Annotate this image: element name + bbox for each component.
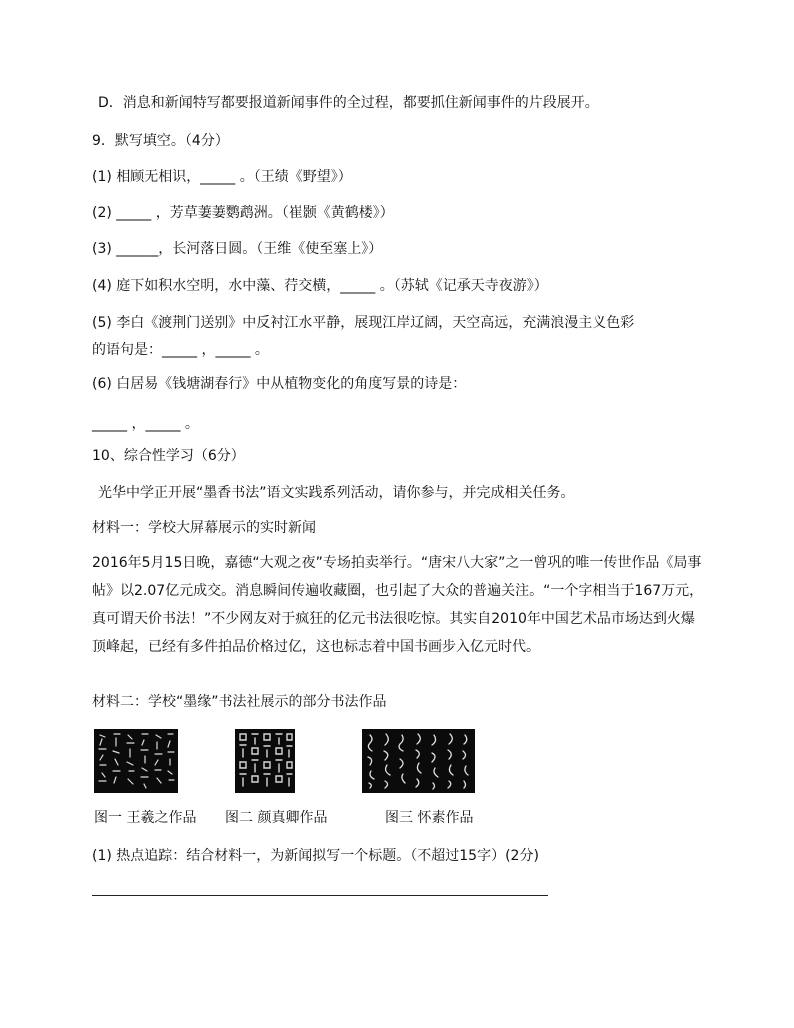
- question-9-item-5-line-1: (5) 李白《渡荆门送别》中反衬江水平静，展现江岸辽阔，天空高远，充满浪漫主义色彩: [92, 315, 635, 331]
- calligraphy-image-wang-xizhi: [94, 729, 178, 793]
- question-9-item-6-line-1: (6) 白居易《钱塘湖春行》中从植物变化的角度写景的诗是：: [92, 376, 467, 392]
- question-9-item-5-line-2: 的语句是：_____ ，_____ 。: [92, 342, 269, 358]
- question-9-item-3: (3) ______，长河落日圆。（王维《使至塞上》）: [92, 241, 383, 257]
- question-9-item-6-line-2: _____ ，_____ 。: [92, 416, 199, 432]
- material-2-title: 材料二：学校“墨缘”书法社展示的部分书法作品: [92, 694, 387, 710]
- question-9-item-2: (2) _____ ，芳草萋萋鹦鹉洲。（崔颢《黄鹤楼》）: [92, 205, 394, 221]
- calligraphy-image-huai-su: [362, 729, 475, 793]
- question-10-item-1: (1) 热点追踪：结合材料一，为新闻拟写一个标题。（不超过15字）(2分): [92, 848, 539, 864]
- figure-caption-3: 图三 怀素作品: [385, 810, 474, 826]
- question-9-heading: 9．默写填空。（4分）: [92, 133, 229, 149]
- answer-line: [92, 895, 548, 896]
- figure-caption-1: 图一 王羲之作品: [94, 810, 197, 826]
- question-9-item-4: (4) 庭下如积水空明，水中藻、荇交横，_____ 。（苏轼《记承天寺夜游》）: [92, 278, 548, 294]
- material-1-title: 材料一：学校大屏幕展示的实时新闻: [92, 520, 316, 536]
- figure-caption-2: 图二 颜真卿作品: [225, 810, 328, 826]
- question-9-item-1: (1) 相顾无相识，_____ 。（王绩《野望》）: [92, 169, 352, 185]
- activity-intro: 光华中学正开展“墨香书法”语文实践系列活动，请你参与，并完成相关任务。: [98, 485, 575, 501]
- option-d: D．消息和新闻特写都要报道新闻事件的全过程，都要抓住新闻事件的片段展开。: [98, 95, 599, 111]
- question-10-heading: 10、综合性学习（6分）: [92, 448, 245, 464]
- calligraphy-image-yan-zhenqing: [235, 729, 295, 793]
- material-1-body: 2016年5月15日晚，嘉德“大观之夜”专场拍卖举行。“唐宋八大家”之一曾巩的唯一传世作品《局事帖》以2.07亿元成交。消息瞬间传遍收藏圈，也引起了大众的普遍关注。“一个字相当于167万元，真可谓天价书法！”不少网友对于疯狂的亿元书法很吃惊。其实自2010年中国艺术品市场达到火爆顶峰起，已经有多件拍品价格过亿，这也标志着中国书画步入亿元时代。: [92, 555, 704, 655]
